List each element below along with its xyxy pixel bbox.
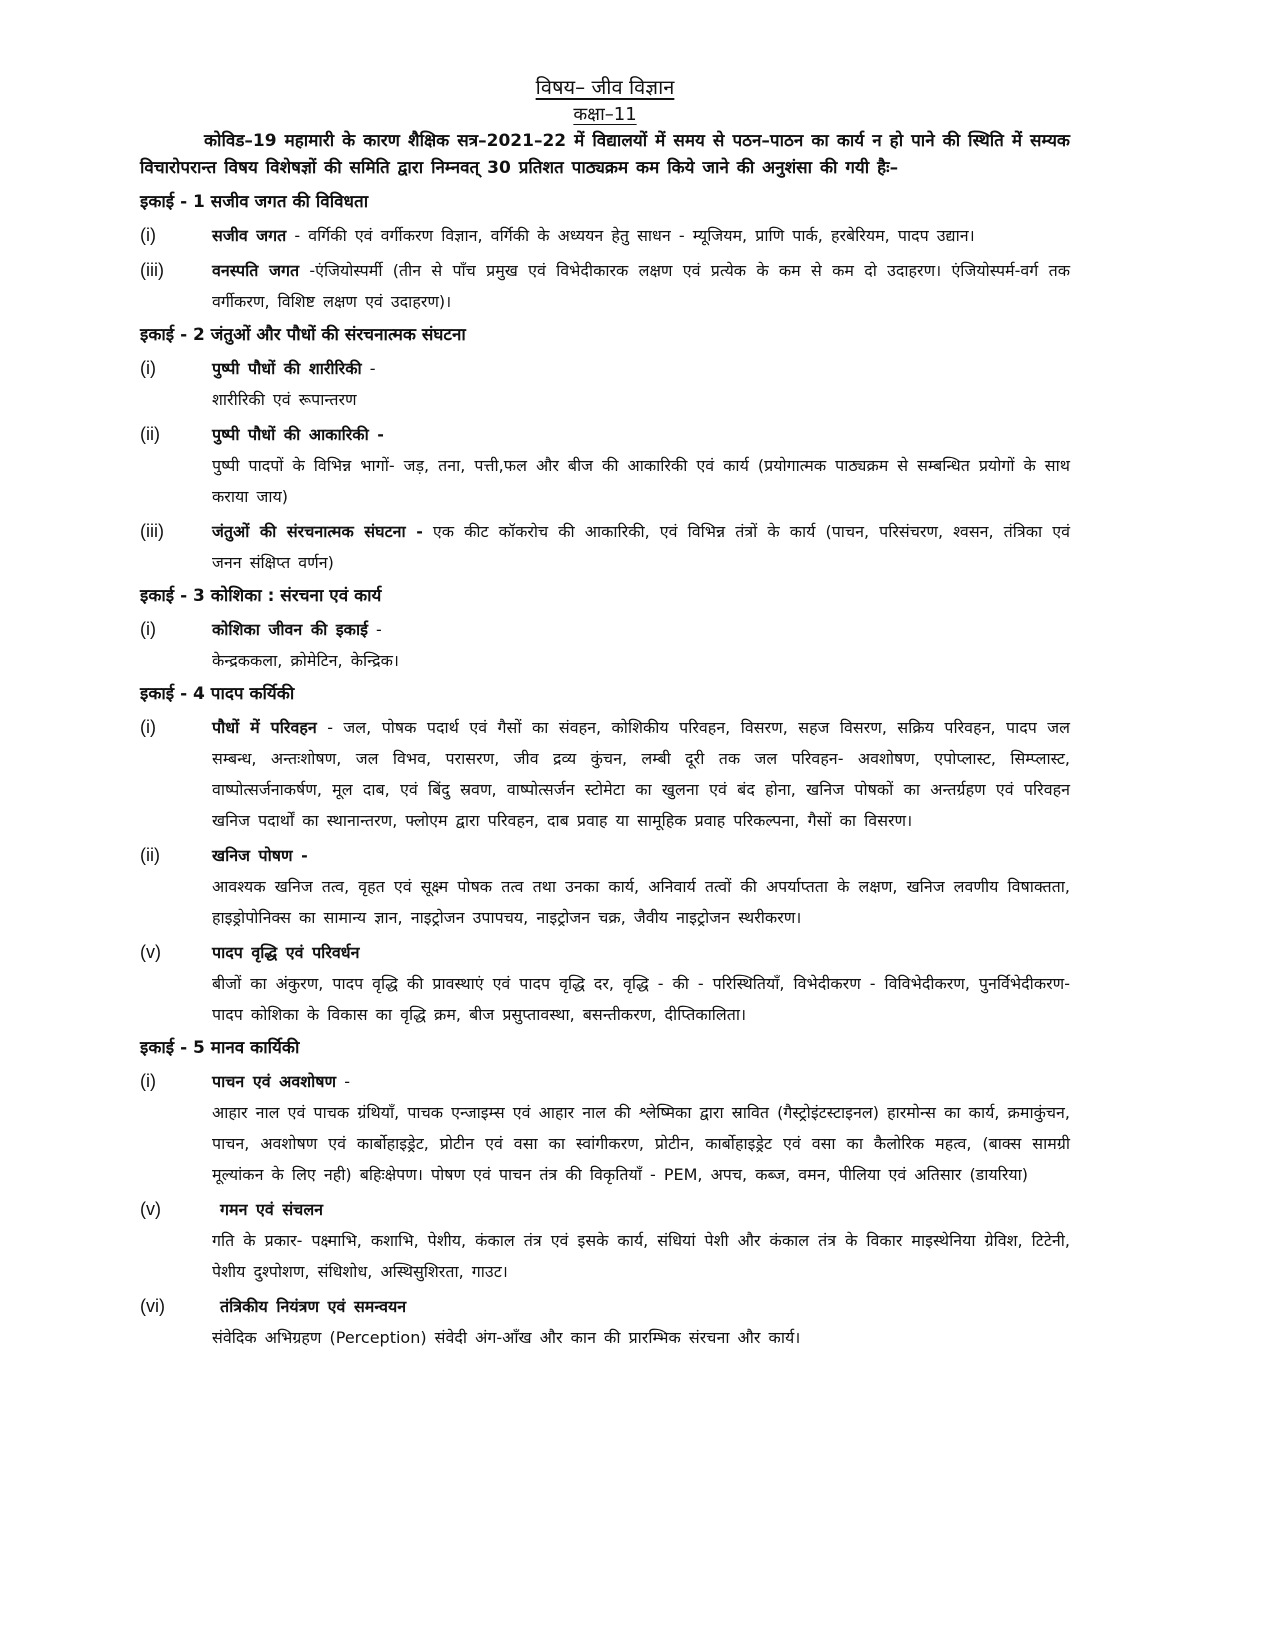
list-item: (i) कोशिका जीवन की इकाई - केन्द्रककला, क्रोमेटिन, केन्द्रिक। bbox=[140, 614, 1070, 676]
unit-title: इकाई - 2 जंतुओं और पौधों की संरचनात्मक संघटना bbox=[140, 325, 466, 345]
item-text: - जल, पोषक पदार्थ एवं गैसों का संवहन, कोशिकीय परिवहन, विसरण, सहज विसरण, सक्रिय परिवहन, पादप जल सम्बन्ध, अन्तःशोषण, जल विभव, परासरण, जीव द्रव्य कुंचन, लम्बी दूरी तक जल परिवहन- अवशोषण, एपोप्लास्ट, सिम्प्लास्ट, वाष्पोत्सर्जनाकर्षण, मूल दाब, एवं बिंदु स्रवण, वाष्पोत्सर्जन स्टोमेटा का खुलना एवं बंद होना, खनिज पोषकों का अन्तर्ग्रहण एवं परिवहन खनिज पदार्थों का स्थानान्तरण, फ्लोएम द्वारा परिवहन, दाब प्रवाह या सामूहिक प्रवाह परिकल्पना, गैसों का विसरण। bbox=[212, 718, 1070, 830]
item-number: (ii) bbox=[140, 845, 160, 865]
unit-2 bbox=[140, 321, 1070, 578]
unit-5 bbox=[140, 1034, 1070, 1353]
list-item bbox=[140, 516, 1070, 578]
list-item bbox=[140, 1194, 1070, 1287]
item-text: - वर्गिकी एवं वर्गीकरण विज्ञान, वर्गिकी के अध्ययन हेतु साधन - म्यूजियम, प्राणि पार्क, हरबेरियम, पादप उद्यान। bbox=[286, 226, 975, 245]
item-heading: पादप वृद्धि एवं परिवर्धन bbox=[212, 943, 360, 962]
unit-title: इकाई - 5 मानव कार्यिकी bbox=[140, 1038, 300, 1058]
subject-title: विषय– जीव विज्ञान bbox=[535, 75, 675, 99]
item-number: (v) bbox=[140, 1199, 161, 1219]
item-number: (i) bbox=[140, 717, 156, 737]
list-item bbox=[140, 255, 1070, 317]
item-heading: तंत्रिकीय नियंत्रण एवं समन्वयन bbox=[220, 1297, 407, 1316]
item-text: केन्द्रककला, क्रोमेटिन, केन्द्रिक। bbox=[212, 651, 399, 670]
list-item: (i) पुष्पी पौधों की शारीरिकी - शारीरिकी एवं रूपान्तरण bbox=[140, 353, 1070, 415]
item-heading: जंतुओं की संरचनात्मक संघटना - bbox=[212, 522, 423, 541]
list-item: (i) पाचन एवं अवशोषण - आहार नाल एवं पाचक ग्रंथियाँ, पाचक एन्जाइम्स एवं आहार नाल की श्लेष्मिका द्वारा स्रावित (गैस्ट्रोइंटस्टाइनल) हारमोन्स का कार्य, क्रमाकुंचन, पाचन, अवशोषण एवं कार्बोहाइड्रेट, प्रोटीन एवं वसा का स्वांगीकरण, प्रोटीन, कार्बोहाइड्रेट एवं वसा का कैलोरिक महत्व, (बाक्स सामग्री मूल्यांकन के लिए नही) बहिःक्षेपण। पोषण एवं पाचन तंत्र की विकृतियाँ - PEM, अपच, कब्ज, वमन, पीलिया एवं अतिसार (डायरिया) bbox=[140, 1066, 1070, 1190]
class-title: कक्षा–11 bbox=[573, 104, 637, 125]
unit-1 bbox=[140, 188, 1070, 317]
unit-title: इकाई - 3 कोशिका : संरचना एवं कार्य bbox=[140, 586, 382, 606]
item-heading: पुष्पी पौधों की आकारिकी - bbox=[212, 425, 384, 444]
list-item bbox=[140, 712, 1070, 836]
item-text: पुष्पी पादपों के विभिन्न भागों- जड़, तना, पत्ती,फल और बीज की आकारिकी एवं कार्य (प्रयोगात्मक पाठ्यक्रम से सम्बन्धित प्रयोगों के साथ कराया जाय) bbox=[212, 456, 1070, 506]
item-heading: खनिज पोषण - bbox=[212, 846, 308, 865]
item-heading: पाचन एवं अवशोषण bbox=[212, 1072, 337, 1091]
item-number: (v) bbox=[140, 942, 161, 962]
unit-4 bbox=[140, 680, 1070, 1030]
document-page bbox=[140, 72, 1070, 1357]
item-number: (i) bbox=[140, 1071, 156, 1091]
item-number: (ii) bbox=[140, 424, 160, 444]
item-heading: पुष्पी पौधों की शारीरिकी bbox=[212, 359, 362, 378]
item-text: गति के प्रकार- पक्ष्माभि, कशाभि, पेशीय, कंकाल तंत्र एवं इसके कार्य, संधियां पेशी और कंकाल तंत्र के विकार माइस्थेनिया ग्रेविश, टिटेनी, पेशीय दुश्पोशण, संधिशोध, अस्थिसुशिरता, गाउट। bbox=[212, 1231, 1070, 1281]
intro-paragraph: कोविड–19 महामारी के कारण शैक्षिक सत्र–2021–22 में विद्यालयों में समय से पठन–पाठन का कार्य न हो पाने की स्थिति में सम्यक विचारोपरान्त विषय विशेषज्ञों की समिति द्वारा निम्नवत् 30 प्रतिशत पाठ्यक्रम कम किये जाने की अनुशंसा की गयी हैः– bbox=[140, 131, 1070, 178]
item-heading: सजीव जगत bbox=[212, 226, 287, 245]
item-number: (i) bbox=[140, 225, 156, 245]
item-number: (vi) bbox=[140, 1296, 165, 1316]
list-item bbox=[140, 840, 1070, 933]
list-item bbox=[140, 1291, 1070, 1353]
item-number: (iii) bbox=[140, 260, 164, 280]
item-text: एक कीट कॉकरोच की आकारिकी, एवं विभिन्न तंत्रों के कार्य (पाचन, परिसंचरण, श्वसन, तंत्रिका एवं जनन संक्षिप्त वर्णन) bbox=[212, 522, 1070, 572]
list-item bbox=[140, 220, 1070, 251]
list-item bbox=[140, 937, 1070, 1030]
unit-title: इकाई - 1 सजीव जगत की विविधता bbox=[140, 192, 369, 212]
item-heading: पौधों में परिवहन bbox=[212, 718, 317, 737]
item-number: (i) bbox=[140, 358, 156, 378]
unit-3 bbox=[140, 582, 1070, 676]
item-text: आहार नाल एवं पाचक ग्रंथियाँ, पाचक एन्जाइम्स एवं आहार नाल की श्लेष्मिका द्वारा स्रावित (गैस्ट्रोइंटस्टाइनल) हारमोन्स का कार्य, क्रमाकुंचन, पाचन, अवशोषण एवं कार्बोहाइड्रेट, प्रोटीन एवं वसा का स्वांगीकरण, प्रोटीन, कार्बोहाइड्रेट एवं वसा का कैलोरिक महत्व, (बाक्स सामग्री मूल्यांकन के लिए नही) बहिःक्षेपण। पोषण एवं पाचन तंत्र की विकृतियाँ - PEM, अपच, कब्ज, वमन, पीलिया एवं अतिसार (डायरिया) bbox=[212, 1103, 1070, 1184]
list-item bbox=[140, 419, 1070, 512]
item-number: (i) bbox=[140, 619, 156, 639]
item-heading: गमन एवं संचलन bbox=[220, 1200, 324, 1219]
item-text: बीजों का अंकुरण, पादप वृद्धि की प्रावस्थाएं एवं पादप वृद्धि दर, वृद्धि - की - परिस्थितियाँ, विभेदीकरण - विविभेदीकरण, पुनर्विभेदीकरण-पादप कोशिका के विकास का वृद्धि क्रम, बीज प्रसुप्तावस्था, बसन्तीकरण, दीप्तिकालिता। bbox=[212, 974, 1070, 1024]
item-heading: कोशिका जीवन की इकाई bbox=[212, 620, 368, 639]
item-text: संवेदिक अभिग्रहण (Perception) संवेदी अंग-आँख और कान की प्रारम्भिक संरचना और कार्य। bbox=[212, 1328, 801, 1347]
unit-title: इकाई - 4 पादप कर्यिकी bbox=[140, 684, 295, 704]
item-text: -एंजियोस्पर्मी (तीन से पाँच प्रमुख एवं विभेदीकारक लक्षण एवं प्रत्येक के कम से कम दो उदाहरण। एंजियोस्पर्म-वर्ग तक वर्गीकरण, विशिष्ट लक्षण एवं उदाहरण)। bbox=[212, 261, 1070, 311]
item-text: शारीरिकी एवं रूपान्तरण bbox=[212, 390, 357, 409]
item-number: (iii) bbox=[140, 521, 164, 541]
item-heading: वनस्पति जगत bbox=[212, 261, 300, 280]
item-text: आवश्यक खनिज तत्व, वृहत एवं सूक्ष्म पोषक तत्व तथा उनका कार्य, अनिवार्य तत्वों की अपर्याप्तता के लक्षण, खनिज लवणीय विषाक्तता, हाइड्रोपोनिक्स का सामान्य ज्ञान, नाइट्रोजन उपापचय, नाइट्रोजन चक्र, जैवीय नाइट्रोजन स्थरीकरण। bbox=[212, 877, 1070, 927]
